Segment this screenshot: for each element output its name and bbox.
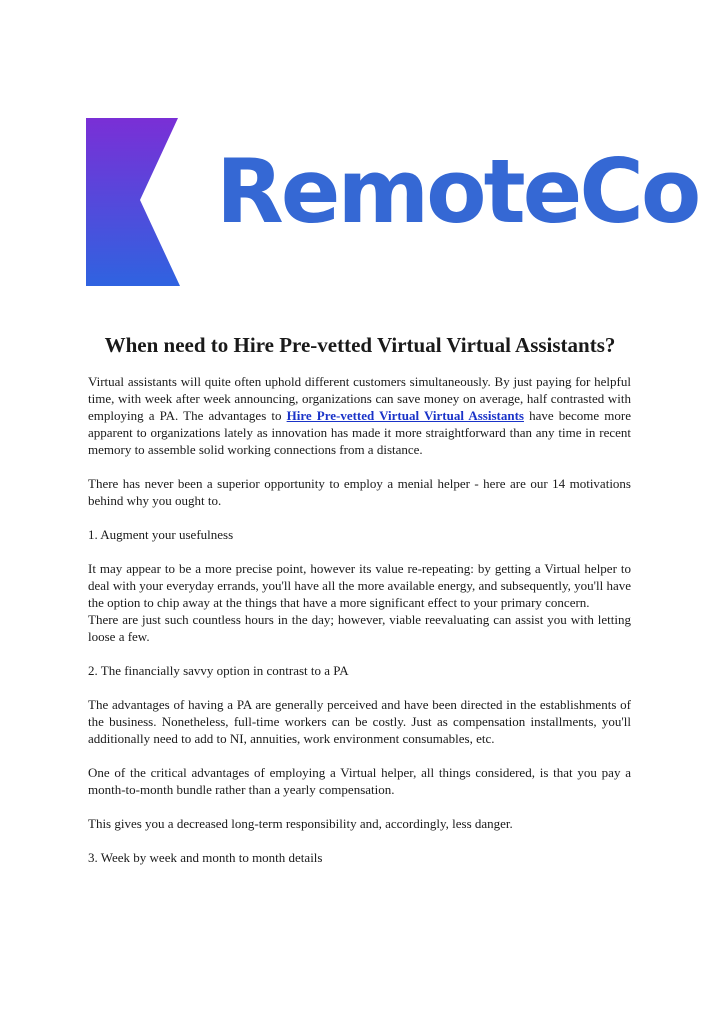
section-heading-3: 3. Week by week and month to month details [88,850,323,865]
remoteco-logo-mark-icon [86,118,182,286]
paragraph-intro-text-start: Virtual assistants will quite often uphold different customers simultaneously. By just paying for helpful time, with week after week announcing, organizations can save money on average, half contrasted with employing a PA. The advantages to [88,374,631,423]
section-heading-2: 2. The financially savvy option in contrast to a PA [88,663,349,678]
paragraph-hours: There are just such countless hours in the day; however, viable reevaluating can assist you with letting loose a few. [88,612,631,644]
paragraph-intro [88,373,631,458]
paragraph-less-danger: This gives you a decreased long-term responsibility and, accordingly, less danger. [88,816,513,831]
paragraph-pa-advantages: The advantages of having a PA are generally perceived and have been directed in the establishments of the business. Nonetheless, full-time workers can be costly. Just as compensation installments, you'll additionally need to add to NI, annuities, work environment consumables, etc. [88,697,631,746]
hire-virtual-assistants-link[interactable]: Hire Pre-vetted Virtual Virtual Assistants [286,408,524,423]
paragraph-monthly-bundle: One of the critical advantages of employing a Virtual helper, all things considered, is that you pay a month-to-month bundle rather than a yearly compensation. [88,765,631,797]
remoteco-logo [86,118,699,288]
article-body [88,373,631,883]
paragraph-motivations: There has never been a superior opportunity to employ a menial helper - here are our 14 motivations behind why you ought to. [88,476,631,508]
page-title: When need to Hire Pre-vetted Virtual Virtual Assistants? [104,333,616,357]
remoteco-wordmark: RemoteCo [216,140,699,243]
paragraph-intro-text-end: have become more apparent to organizations lately as innovation has made it more straightforward than any time in recent memory to assemble solid working connections from a distance. [88,408,631,457]
paragraph-usefulness: It may appear to be a more precise point, however its value re-repeating: by getting a Virtual helper to deal with your everyday errands, you'll have all the more available energy, and subsequently, you'll have the option to chip away at the things that have a more significant effect to your primary concern. [88,561,631,610]
section-heading-1: 1. Augment your usefulness [88,527,234,542]
